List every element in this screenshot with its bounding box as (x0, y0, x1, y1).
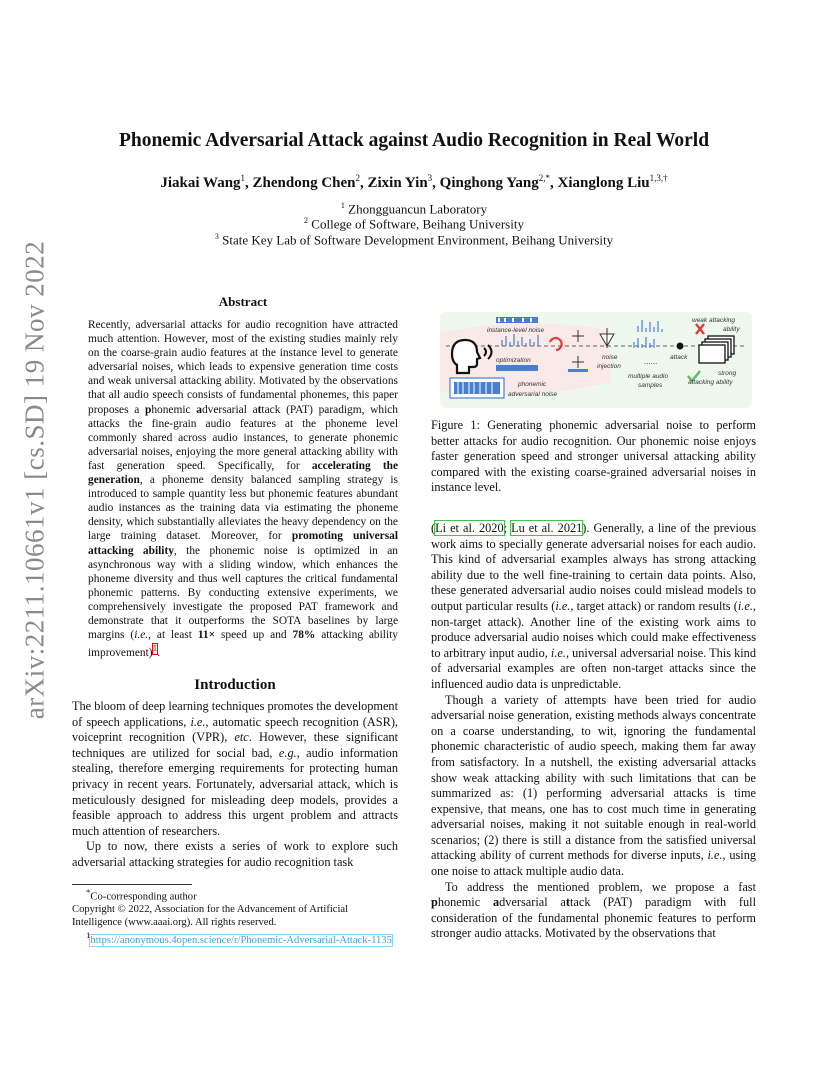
figure-caption: Figure 1: Generating phonemic adversarial noise to perform better attacks for audio recognition. Our phonemic noise enjoys faster generation speed and stronger universal attacking ability compared with the existing coarse-grained adversarial noises in instance level. (431, 418, 756, 495)
section-heading-introduction: Introduction (194, 677, 276, 693)
label-instance-noise: instance-level noise (487, 327, 545, 334)
affiliation: $^3$ State Key Lab of Software Development Environment, Beihang University (214, 232, 614, 248)
footnote-url: $^1$https://anonymous.4open.science/r/Phonemic-Adversarial-Attack-1135 (86, 930, 392, 946)
label-attack: attack (670, 354, 688, 361)
abstract-heading: Abstract (218, 294, 268, 309)
author: Jiakai Wang$^1$, (160, 173, 253, 191)
paragraph: (Li et al. 2020; Lu et al. 2021). Generally, a line of the previous work aims to specially generate adversarial noises for each audio. This kind of adversarial examples always has strong attacking ability due to the well fine-training to certain data points. Also, these generated adversarial audio noises could mislead models to output particular results (i.e., target attack) or random results (i.e., non-target attack). Another line of the existing work aims to produce adversarial audio noises which could make effectiveness to arbitrary input audio, i.e., universal adversarial noise. This kind of adversarial examples are often non-target attacks since the influenced audio data is unpredictable. (431, 521, 756, 691)
footnote-rule (72, 884, 192, 885)
phonemic-noise-box (450, 378, 504, 398)
paragraph: Up to now, there exists a series of work to explore such adversarial attacking strategies for audio recognition task (72, 839, 398, 869)
intro-body (72, 699, 398, 871)
label-strong-ability: attacking ability (688, 379, 733, 386)
paragraph: Though a variety of attempts have been tried for audio adversarial noise generation, existing methods always concentrate on a coarse understanding, to wit, ignoring the fundamental phonemic characteristic of audio speech, making them far away from satisfactory. In a nutshell, the existing adversarial attacks show weak attacking ability with such limitations that can be summarized as: (1) performing adversarial attacks is time expensive, that means, one has to cost much time in generating adversarial noises, making it not suitable enough in real-world scenarios; (2) there is still a distance from the satisfied universal attacking ability of current methods for diverse inputs, i.e., using one noise to attack multiple audio data. (431, 692, 757, 879)
label-adversarial-noise: adversarial noise (508, 391, 558, 398)
paragraph: To address the mentioned problem, we propose a fast phonemic adversarial attack (PAT) paradigm with full consideration of the fundamental phonemic features to perform stronger audio attacks. Motivated by the observations that (431, 879, 757, 941)
affiliation: $^2$ College of Software, Beihang University (304, 216, 524, 232)
footnote-corresponding: *Co-corresponding author (86, 887, 197, 903)
abstract-body: Recently, adversarial attacks for audio recognition have attracted much attention. However, most of the existing studies mainly rely on the coarse-grain audio features at the instance level to generate adversarial noises, which leads to expensive generation time costs and weak universal attacking ability. Motivated by the observations that all audio speech consists of fundamental phonemes, this paper proposes a phonemic adversarial attack (PAT) paradigm, which attacks the fine-grain audio features at the phoneme level commonly shared across audio instances, to generate phonemic adversarial noises, enjoying the more general attacking ability with fast generation speed. Specifically, for accelerating the generation, a phoneme density balanced sampling strategy is introduced to sample quantity less but phonemic features abundant audio instances as the training data via estimating the phoneme density, which substantially alleviates the heavy dependency on the large training dataset. Moreover, for promoting universal attacking ability, the phonemic noise is optimized in an asynchronous way with a sliding window, which enhances the phoneme diversity and thus well captures the critical fundamental phonemic patterns. By conducting extensive experiments, we comprehensively investigate the proposed PAT framework and demonstrate that it outperforms the SOTA baselines by large margins (i.e., at least 11× speed up and 78% attacking ability improvement)$^1$. (88, 319, 399, 659)
footnote-link[interactable]: https://anonymous.4open.science/r/Phonemic-Adversarial-Attack-1135 (90, 934, 392, 946)
affiliation: $^1$ Zhongguancun Laboratory (340, 201, 488, 217)
label-noise: noise (602, 354, 618, 361)
right-column-body (431, 521, 756, 942)
label-weak-attacking: weak attacking (692, 317, 735, 324)
figure-1 (440, 312, 752, 408)
label-weak-ability: ability (723, 326, 740, 333)
label-samples: samples (638, 382, 663, 389)
label-strong: strong (718, 370, 737, 377)
citation-link[interactable]: Lu et al. 2021 (511, 521, 583, 535)
paragraph: The bloom of deep learning techniques promotes the development of speech applications, i.e., automatic speech recognition (ASR), voiceprint recognition (VPR), etc. However, these significant techniques are utilized for social bad, e.g., audio information stealing, therefore emerging requirements for protecting human privacy in recent years. Fortunately, adversarial attack, which is meticulously designed for misleading deep models, provides a feasible approach to address this urgent problem and attracts much attention of researchers. (72, 699, 399, 838)
label-multiple-audio: multiple audio (628, 373, 669, 380)
label-optimization: optimization (496, 357, 531, 364)
label-phonemic: phonemic (518, 381, 547, 388)
author-list (0, 173, 828, 192)
label-ellipsis: ...... (644, 357, 658, 366)
author: Zhendong Chen$^2$, (252, 173, 368, 191)
footnotes (72, 886, 398, 947)
paper-title: Phonemic Adversarial Attack against Audio Recognition in Real World (118, 130, 710, 151)
attack-dot-icon (677, 343, 684, 350)
author: Xianglong Liu$^{1,3,\dagger}$ (557, 173, 668, 191)
author: Qinghong Yang$^{2,*}$, (439, 173, 558, 191)
label-injection: injection (597, 363, 621, 370)
noise-bar-small (568, 369, 588, 372)
author: Zixin Yin$^3$, (367, 173, 440, 191)
arxiv-stamp (10, 240, 60, 720)
arxiv-id: arXiv:2211.10661v1 [cs.SD] 19 Nov 2022 (19, 240, 50, 720)
footnote-ref[interactable]: 1 (152, 644, 158, 655)
instance-noise-icon (496, 317, 538, 323)
citation-link[interactable]: Li et al. 2020 (435, 521, 504, 535)
optimized-noise-bar (496, 365, 538, 371)
copyright-notice: Copyright © 2022, Association for the Advancement of Artificial Intelligence (www.aaai.org). All rights reserved. (72, 904, 349, 928)
